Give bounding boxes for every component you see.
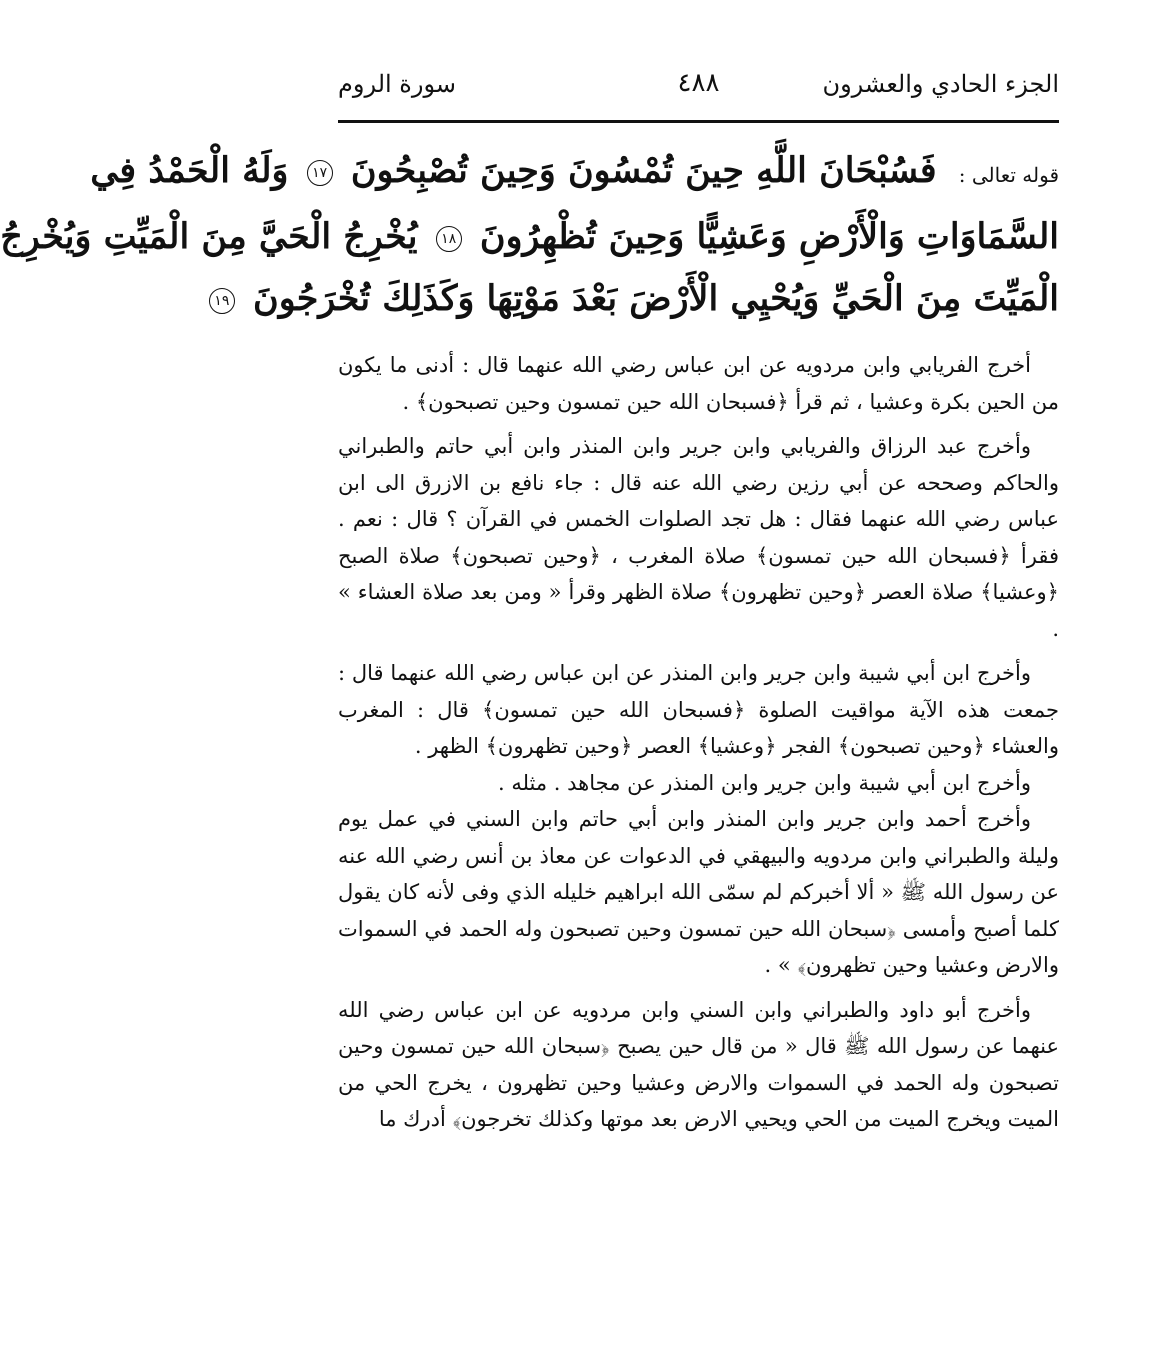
part-title: الجزء الحادي والعشرون bbox=[822, 70, 1059, 98]
verse-line-2 bbox=[0, 206, 1059, 268]
ayah-number-marker: ١٩ bbox=[209, 288, 235, 314]
page-header bbox=[338, 62, 1059, 112]
verse-text: يُخْرِجُ الْحَيَّ مِنَ الْمَيِّتِ وَيُخْرِجُ bbox=[0, 216, 418, 257]
paragraph: وأخرج أحمد وابن جرير وابن المنذر وابن أبي حاتم وابن السني في عمل يوم وليلة والطبراني وابن مردويه والبيهقي في الدعوات عن معاذ بن أنس رضي الله عنه عن رسول الله ﷺ « ألا أخبركم لم سمّى الله ابراهيم خليله الذي وفى لأنه كان يقول كلما أصبح وأمسى ﴿سبحان الله حين تمسون وحين تصبحون وله الحمد في السموات والارض وعشيا وحين تظهرون﴾ » . bbox=[338, 807, 1059, 977]
paragraph: أخرج الفريابي وابن مردويه عن ابن عباس رضي الله عنهما قال : أدنى ما يكون من الحين بكرة وعشيا ، ثم قرأ ﴿فسبحان الله حين تمسون وحين تصبحون﴾ . bbox=[338, 353, 1059, 414]
quran-verse-block bbox=[0, 140, 1059, 330]
ayah-number-marker: ١٨ bbox=[436, 226, 462, 252]
verse-text: وَلَهُ الْحَمْدُ فِي bbox=[90, 150, 289, 191]
verse-intro: قوله تعالى : bbox=[958, 163, 1059, 187]
header-divider bbox=[338, 120, 1059, 123]
paragraph: وأخرج ابن أبي شيبة وابن جرير وابن المنذر عن مجاهد . مثله . bbox=[497, 770, 1031, 795]
verse-line-1 bbox=[90, 140, 1059, 206]
paragraph: وأخرج ابن أبي شيبة وابن جرير وابن المنذر عن ابن عباس رضي الله عنهما قال : جمعت هذه الآية مواقيت الصلوة ﴿فسبحان الله حين تمسون﴾ قال : المغرب والعشاء ﴿وحين تصبحون﴾ الفجر ﴿وعشيا﴾ العصر ﴿وحين تظهرون﴾ الظهر . bbox=[338, 661, 1059, 758]
verse-text: الْمَيِّتَ مِنَ الْحَيِّ وَيُحْيِي الْأَرْضَ بَعْدَ مَوْتِهَا وَكَذَلِكَ تُخْرَجُونَ bbox=[253, 278, 1059, 319]
paragraph: وأخرج أبو داود والطبراني وابن السني وابن مردويه عن ابن عباس رضي الله عنهما عن رسول الله ﷺ قال « من قال حين يصبح ﴿سبحان الله حين تمسون وحين تصبحون وله الحمد في السموات والارض وعشيا وحين تظهرون ، يخرج الحي من الميت ويخرج الميت من الحي ويحيي الارض بعد موتها وكذلك تخرجون﴾ أدرك ما bbox=[338, 997, 1059, 1131]
ayah-number-marker: ١٧ bbox=[307, 160, 333, 186]
page-number: ٤٨٨ bbox=[677, 68, 720, 98]
verse-text: السَّمَاوَاتِ وَالْأَرْضِ وَعَشِيًّا وَحِينَ تُظْهِرُونَ bbox=[479, 216, 1059, 257]
surah-title: سورة الروم bbox=[338, 70, 456, 98]
verse-line-3 bbox=[214, 268, 1059, 330]
verse-text: فَسُبْحَانَ اللَّهِ حِينَ تُمْسُونَ وَحِينَ تُصْبِحُونَ bbox=[350, 150, 937, 191]
paragraph: وأخرج عبد الرزاق والفريابي وابن جرير وابن المنذر وابن أبي حاتم والطبراني والحاكم وصححه عن أبي رزين رضي الله عنه قال : جاء نافع بن الازرق الى ابن عباس رضي الله عنهما فقال : هل تجد الصلوات الخمس في القرآن ؟ قال : نعم . فقرأ ﴿فسبحان الله حين تمسون﴾ صلاة المغرب ، ﴿وحين تصبحون﴾ صلاة الصبح ﴿وعشيا﴾ صلاة العصر ﴿وحين تظهرون﴾ صلاة الظهر وقرأ « ومن بعد صلاة العشاء » . bbox=[338, 434, 1059, 641]
commentary-body bbox=[338, 347, 1059, 1138]
